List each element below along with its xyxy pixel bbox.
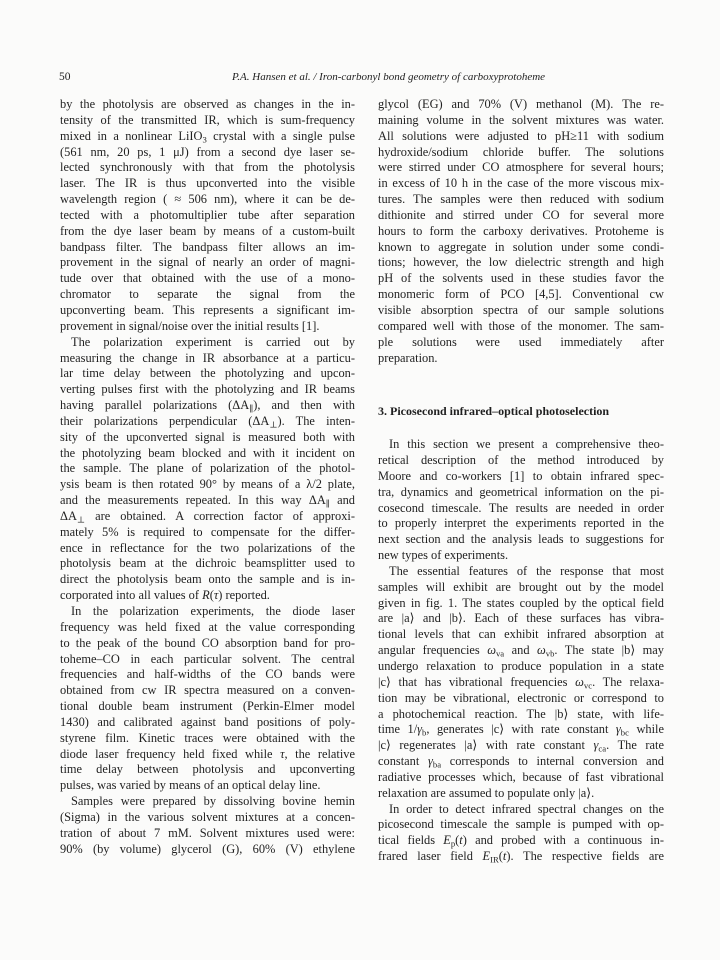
text-run: angular frequencies <box>378 643 488 658</box>
italic-symbol: γ <box>593 738 599 753</box>
text-run: mixed in a nonlinear LiIO <box>60 128 203 143</box>
text-line <box>60 398 355 414</box>
text-line: direct the photolysis beam onto the sample and is in- <box>60 572 355 587</box>
text-line: laser. The IR is thus upconverted into the visible <box>60 176 355 191</box>
left-column <box>60 97 355 858</box>
text-line: given in fig. 1. The states coupled by the optical field <box>378 595 664 610</box>
text-line <box>378 722 664 738</box>
text-line: preparation. <box>378 350 438 365</box>
italic-symbol: t <box>459 833 463 848</box>
subscript: ∥ <box>325 498 330 509</box>
text-line <box>60 588 355 604</box>
text-line: In order to detect infrared spectral changes on the <box>389 801 664 816</box>
text-line: undergo relaxation to produce population in a state <box>378 659 664 673</box>
text-line: hours to form the carboxy derivatives. Protoheme is <box>378 223 664 238</box>
text-run: |c⟩ regenerates |a⟩ with rate constant <box>378 738 594 753</box>
text-line: are |a⟩ and |b⟩. Each of these surfaces has vibra- <box>378 611 664 626</box>
text-line: tensity of the transmitted IR, which is sum-frequency <box>60 112 355 127</box>
text-line: relaxation are assumed to populate only |a⟩. <box>378 785 595 800</box>
text-line: 1430) and calibrated against band positions of poly- <box>60 714 355 729</box>
text-line: the photolyzing beam blocked and with it incident on <box>60 445 355 460</box>
text-line: measuring the change in IR absorbance at a particu- <box>60 350 355 365</box>
italic-symbol: E <box>482 849 491 864</box>
text-line: toheme–CO in each particular solvent. The central <box>60 651 355 666</box>
text-run: |c⟩ that has vibrational frequencies <box>378 674 576 689</box>
text-line: were stirred under CO atmosphere for several hours; <box>378 160 664 175</box>
text-run: constant <box>378 754 428 769</box>
text-line: Samples were prepared by dissolving bovine hemin <box>71 794 355 809</box>
text-line: tions; however, the low dielectric strength and high <box>378 255 664 270</box>
text-run: crystal with a single pulse <box>206 128 355 143</box>
text-line: tude over that obtained with the use of a mono- <box>60 271 355 286</box>
text-line: pulses, was varied by means of an optical delay line. <box>60 778 321 793</box>
subscript: ba <box>432 759 442 770</box>
paragraph <box>378 97 664 366</box>
italic-symbol: R <box>202 588 210 603</box>
text-line: dithionite and stirred under CO for several more <box>378 207 664 222</box>
subscript: ⊥ <box>76 514 86 525</box>
text-line: photolysis beam at the dichroic beamsplitter used to <box>60 556 355 571</box>
text-line: tures. The samples were then reduced with sodium <box>378 192 664 207</box>
text-line <box>378 738 664 754</box>
text-run: tical fields <box>378 833 444 848</box>
text-line <box>378 643 664 659</box>
text-line: to properly interpret the experiments reported in the <box>378 516 664 531</box>
paragraph <box>60 604 355 794</box>
text-line: The essential features of the response that most <box>389 563 664 578</box>
section-heading: 3. Picosecond infrared–optical photoselection <box>378 404 610 419</box>
text-line: compared well with those of the monomer. The sam- <box>378 318 664 333</box>
italic-symbol: τ <box>280 746 285 761</box>
text-line: (Sigma) in the various solvent mixtures at a concen- <box>60 809 355 824</box>
subscript: p <box>450 838 456 849</box>
text-line: sity of the upconverted signal is measured both with <box>60 429 355 444</box>
italic-symbol: γ <box>427 754 433 769</box>
text-run: diode laser frequency held fixed while <box>60 746 281 761</box>
paragraph <box>378 802 664 865</box>
text-line: obtained from cw IR spectra measured on a conven- <box>60 683 355 698</box>
paragraph <box>378 564 664 802</box>
text-run: ( <box>209 588 214 603</box>
italic-symbol: τ <box>213 588 219 603</box>
text-line: new types of experiments. <box>378 548 509 563</box>
text-line: pH of the solvents used in these studies favor the <box>378 271 664 286</box>
italic-symbol: t <box>502 849 507 864</box>
text-run: frared laser field <box>378 849 483 864</box>
text-line: by the photolysis are observed as changes in the in- <box>60 97 355 111</box>
text-line: provement in the signal of nearly an order of magni- <box>60 255 355 270</box>
text-line: tra, dynamics and geometrical information on the pi- <box>378 484 664 499</box>
italic-symbol: γ <box>615 722 621 737</box>
subscript: ∥ <box>249 403 254 414</box>
text-line <box>60 414 355 430</box>
text-line: visible absorption spectra of our sample solutions <box>378 302 664 317</box>
text-line: mately 5% is required to compensate for the differ- <box>60 524 355 539</box>
text-line: next section and the analysis leads to suggestions for <box>378 532 664 547</box>
text-run: ( <box>455 833 460 848</box>
text-run: ), and then with <box>253 398 355 413</box>
text-line: in excess of 10 h in the case of the more viscous mix- <box>378 176 664 191</box>
subscript: va <box>495 648 505 659</box>
subscript: ca <box>598 743 607 754</box>
text-line: to the peak of the bound CO absorption band for pro- <box>60 635 355 650</box>
text-run: while <box>628 722 664 737</box>
text-line: styrene film. Kinetic traces were obtained with the <box>60 730 355 745</box>
text-line: monomeric form of PCO [4,5]. Conventional cw <box>378 287 664 302</box>
text-line: the sample. The plane of polarization of the photol- <box>60 461 355 476</box>
text-run: time 1/ <box>378 722 418 737</box>
text-line: The polarization experiment is carried out by <box>71 334 355 349</box>
text-run: and <box>504 643 537 658</box>
text-line: ple solutions were used immediately after <box>378 334 664 349</box>
text-run: their polarizations perpendicular (ΔA <box>60 413 270 428</box>
text-line: frequency was held fixed at the value corresponding <box>60 619 355 634</box>
text-line: tration of about 7 mM. Solvent mixtures used were: <box>60 825 355 840</box>
text-line <box>378 849 664 865</box>
italic-symbol: ω <box>487 643 496 658</box>
text-line <box>60 509 355 525</box>
text-line: samples will exhibit are brought out by the model <box>378 579 664 594</box>
text-line: bandpass filter. The bandpass filter allows an im- <box>60 239 355 254</box>
italic-symbol: ω <box>537 643 546 658</box>
italic-symbol: ω <box>575 674 584 689</box>
text-run: ). The respective fields are <box>506 849 665 864</box>
text-line: a photochemical reaction. The |b⟩ state, with life- <box>378 706 664 721</box>
italic-symbol: E <box>443 833 451 848</box>
subscript: bc <box>620 727 629 738</box>
text-run: are obtained. A correction factor of approxi- <box>85 508 355 523</box>
text-line <box>60 493 355 509</box>
text-line: tional levels that can exhibit infrared absorption at <box>378 627 664 642</box>
subscript: ⊥ <box>269 419 278 430</box>
text-line: verting pulses first with the photolyzing and IR beams <box>60 382 355 397</box>
text-line: (561 nm, 20 ps, 1 μJ) from a second dye laser se- <box>60 144 355 159</box>
text-run: ΔA <box>60 508 77 523</box>
text-line: In the polarization experiments, the diode laser <box>71 604 355 618</box>
italic-symbol: γ <box>417 722 423 737</box>
text-run: corresponds to internal conversion and <box>441 754 664 769</box>
text-run: . The relaxa- <box>592 674 664 689</box>
text-line: upconverting beam. This represents a significant im- <box>60 302 355 317</box>
subscript: vc <box>583 680 593 691</box>
text-line <box>378 754 664 770</box>
text-line: tional double beam instrument (Perkin-Elmer model <box>60 699 355 714</box>
text-run: and <box>329 493 355 508</box>
subscript: b <box>422 727 427 738</box>
text-run: , generates |c⟩ with rate constant <box>426 722 616 737</box>
text-run: ) reported. <box>218 588 270 603</box>
text-line: ence in reflectance for the two polarizations of the <box>60 540 355 555</box>
text-line: glycol (EG) and 70% (V) methanol (M). The re- <box>378 97 664 111</box>
text-run: ). The inten- <box>277 413 355 428</box>
text-line <box>378 675 664 691</box>
text-line <box>60 129 355 145</box>
subscript: vb <box>545 648 555 659</box>
text-line: radiative processes which, because of fast vibrational <box>378 769 664 784</box>
right-column <box>378 97 664 865</box>
text-line <box>378 833 664 849</box>
text-line: lected synchronously with that from the photolysis <box>60 160 355 175</box>
text-run: . The rate <box>606 738 664 753</box>
text-line: tected with a photomultiplier tube after separation <box>60 207 355 222</box>
text-line: ysis beam is then rotated 90° by means of a λ/2 plate, <box>60 477 355 492</box>
text-line: chromator to separate the signal from the <box>60 287 355 302</box>
text-line: picosecond timescale the sample is pumped with op- <box>378 817 664 832</box>
text-line: lar time delay between the photolyzing and upcon- <box>60 366 355 381</box>
text-line: All solutions were adjusted to pH≥11 with sodium <box>378 128 664 143</box>
text-line: retical description of the method introduced by <box>378 453 664 468</box>
text-line: known to aggregate in solution under some condi- <box>378 239 664 254</box>
text-line: provement in signal/noise over the initial results [1]. <box>60 318 320 333</box>
text-line: 90% (by volume) glycerol (G), 60% (V) ethylene <box>60 841 355 856</box>
text-run: corporated into all values of <box>60 588 203 603</box>
text-line: time delay between photolysis and upconverting <box>60 762 355 777</box>
text-line: frequencies and half-widths of the CO bands were <box>60 667 355 682</box>
text-line: tion may be vibrational, electronic or correspond to <box>378 690 664 705</box>
text-line: wavelength region ( ≈ 506 nm), where it can be de- <box>60 192 355 207</box>
text-run: ) and probed with a continuous in- <box>462 833 664 848</box>
page-number: 50 <box>59 71 71 83</box>
paragraph <box>60 794 355 857</box>
text-line: from the dye laser beam by means of a custom-built <box>60 223 355 238</box>
text-run: , the relative <box>284 746 355 761</box>
paragraph <box>60 97 355 335</box>
paragraph <box>60 335 355 604</box>
text-run: ( <box>498 849 503 864</box>
running-head: P.A. Hansen et al. / Iron-carbonyl bond geometry of carboxyprotoheme <box>232 71 546 83</box>
subscript: IR <box>490 854 499 865</box>
text-line: cosecond timescale. The results are needed in order <box>378 500 664 515</box>
text-line: In this section we present a comprehensive theo- <box>389 437 664 452</box>
text-run: having parallel polarizations (ΔA <box>60 398 250 413</box>
subscript: 3 <box>202 134 207 145</box>
text-run: and the measurements repeated. In this way ΔA <box>60 493 326 508</box>
text-line: hydroxide/sodium chloride buffer. The solutions <box>378 144 664 159</box>
text-run: . The state |b⟩ may <box>554 643 665 658</box>
text-line: Moore and co-workers [1] to obtain infrared spec- <box>378 468 664 483</box>
text-line <box>60 747 355 763</box>
paragraph <box>378 437 664 564</box>
text-line: maining volume in the solvent mixtures was water. <box>378 112 664 127</box>
